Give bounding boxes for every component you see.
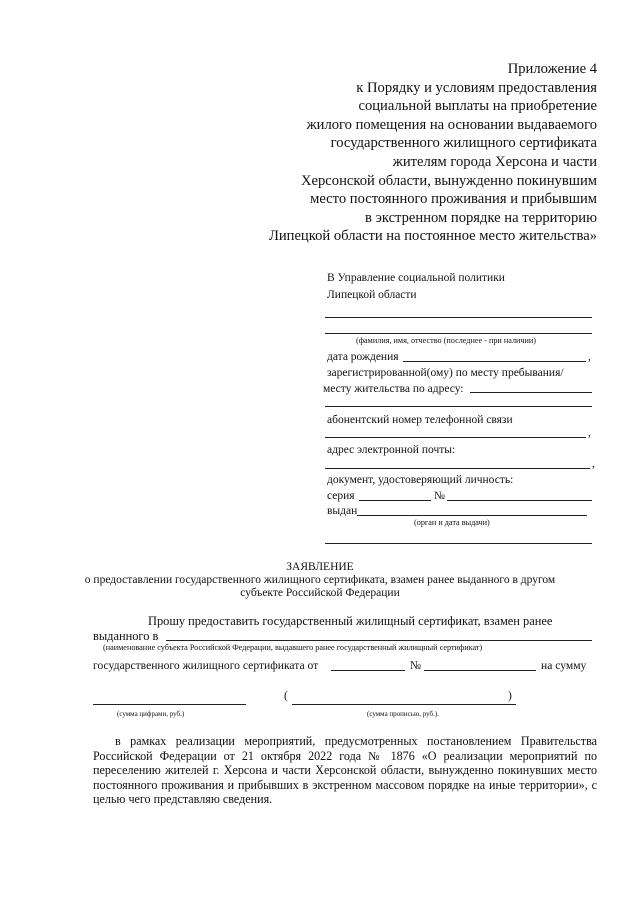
number-label: № <box>434 490 445 502</box>
name-field-line-2[interactable] <box>325 333 592 334</box>
sum-label: на сумму <box>541 659 587 672</box>
header-line: в экстренном порядке на территорию <box>365 209 597 226</box>
header-line: государственного жилищного сертификата <box>330 135 597 152</box>
sum-digits-field[interactable] <box>93 704 246 705</box>
comma: , <box>588 427 591 439</box>
certificate-date-field[interactable] <box>331 670 405 671</box>
statement-paragraph <box>93 734 597 807</box>
certificate-number-sign: № <box>410 659 422 672</box>
birth-date-field[interactable] <box>403 361 586 362</box>
name-field-line-1[interactable] <box>325 317 592 318</box>
sum-digits-caption: (сумма цифрами, руб.) <box>117 710 185 718</box>
subject-caption: (наименование субъекта Российской Федерации, выдавшего ранее государственный жилищный сертификат) <box>103 643 483 652</box>
sum-words-field[interactable] <box>292 704 516 705</box>
name-caption: (фамилия, имя, отчество (последнее - при наличии) <box>356 336 537 345</box>
statement-subtitle-1: о предоставлении государственного жилищного сертификата, взамен ранее выданного в другом <box>84 574 556 586</box>
certificate-number-field[interactable] <box>424 670 536 671</box>
recipient-to-line2: Липецкой области <box>327 289 417 301</box>
phone-field[interactable] <box>325 437 586 438</box>
address-field-2[interactable] <box>325 406 592 407</box>
series-label: серия <box>327 490 355 502</box>
header-line: социальной выплаты на приобретение <box>358 98 597 115</box>
statement-subtitle-2: субъекте Российской Федерации <box>240 587 400 599</box>
sum-words-caption: (сумма прописью, руб.). <box>367 710 439 718</box>
phone-label: абонентский номер телефонной связи <box>327 414 513 426</box>
address-field-1[interactable] <box>470 392 592 393</box>
header-line: место постоянного проживания и прибывшим <box>310 191 597 208</box>
email-label: адрес электронной почты: <box>327 444 456 456</box>
header-line: к Порядку и условиям предоставления <box>356 79 597 96</box>
appendix-header <box>269 60 597 246</box>
registered-label: зарегистрированной(ому) по месту пребывания/ <box>327 367 564 379</box>
header-line: жилого помещения на основании выдаваемого <box>306 116 597 133</box>
certificate-from-label: государственного жилищного сертификата от <box>93 659 319 672</box>
header-line: Херсонской области, вынужденно покинувшим <box>300 172 597 189</box>
recipient-to-line1: В Управление социальной политики <box>327 272 505 284</box>
request-line-2-prefix: выданного в <box>93 629 159 643</box>
paragraph-text: в рамках реализации мероприятий, предусмотренных постановлением Правительства Российской Федерации от 21 октября 2022 года № 1876 «О реализации мероприятий по переселению жителей г. Херсона и части Херсонской области, вынужденно покинувших место постоянного проживания и прибывших в экстренном массовом порядке на иные территории», с целью чего представляю сведения. <box>93 734 597 807</box>
header-line: Липецкой области на постоянное место жительства» <box>268 228 597 245</box>
comma: , <box>592 458 595 470</box>
paren-close: ) <box>508 689 512 702</box>
header-line: жителям города Херсона и части <box>392 153 597 170</box>
issued-caption: (орган и дата выдачи) <box>414 518 490 527</box>
comma: , <box>588 351 591 363</box>
issued-label: выдан <box>327 505 358 517</box>
issued-field[interactable] <box>357 515 587 516</box>
paren-open: ( <box>284 689 288 702</box>
issued-field-2[interactable] <box>325 543 592 544</box>
email-field[interactable] <box>325 468 590 469</box>
id-document-label: документ, удостоверяющий личность: <box>327 474 514 486</box>
header-line: Приложение 4 <box>507 61 597 77</box>
number-field[interactable] <box>447 500 592 501</box>
request-line-1: Прошу предоставить государственный жилищный сертификат, взамен ранее <box>148 614 553 628</box>
birth-date-label: дата рождения <box>327 351 399 363</box>
series-field[interactable] <box>359 500 431 501</box>
subject-field[interactable] <box>166 640 592 641</box>
statement-title: ЗАЯВЛЕНИЕ <box>286 561 354 573</box>
address-label: месту жительства по адресу: <box>323 383 464 395</box>
